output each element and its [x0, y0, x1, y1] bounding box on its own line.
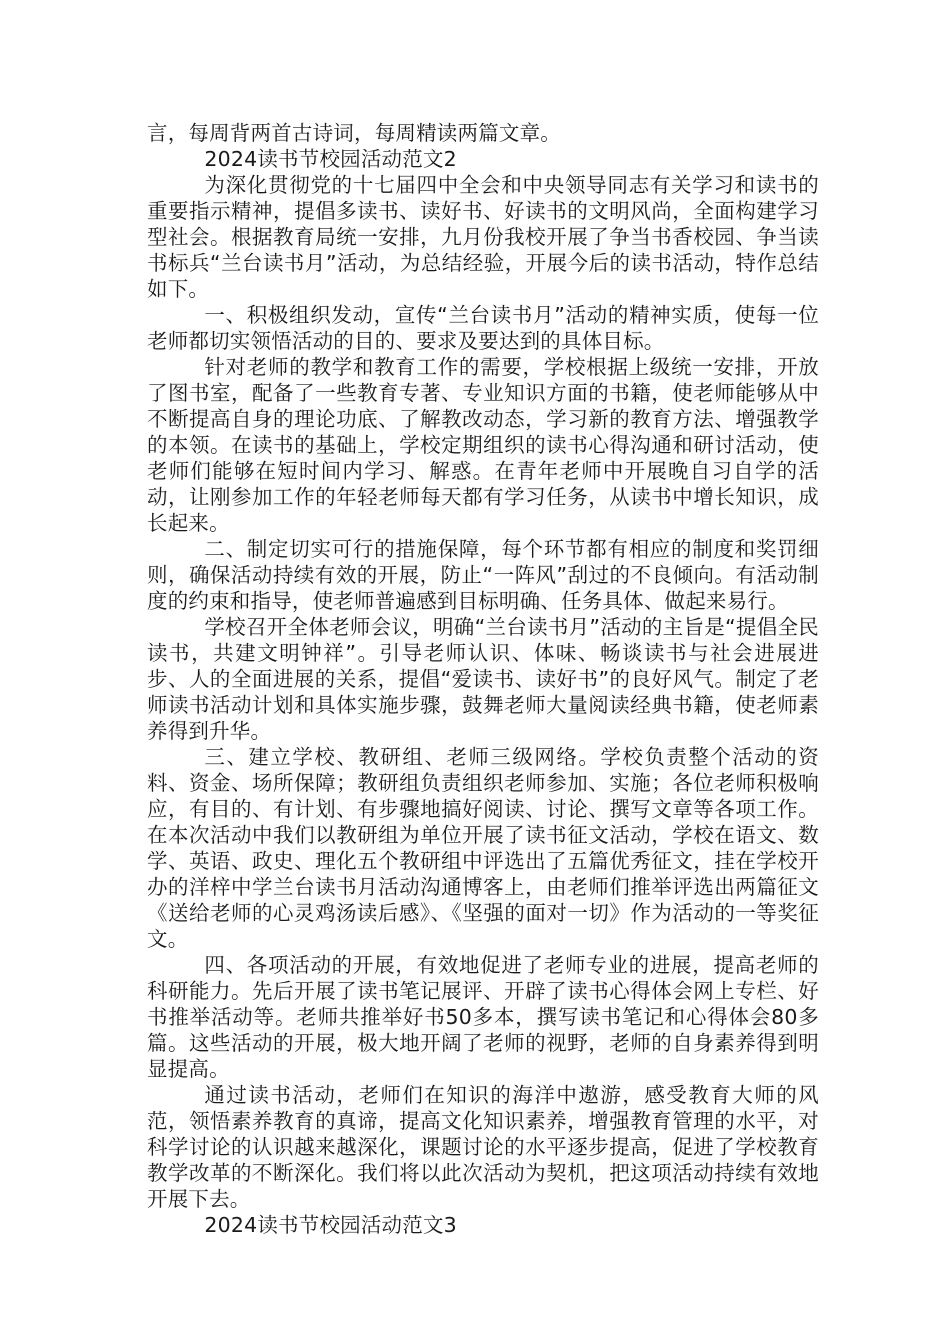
document-body	[147, 120, 819, 1238]
paragraph-conclusion: 通过读书活动，老师们在知识的海洋中遨游，感受教育大师的风范，领悟素养教育的真谛，提高文化知识素养，增强教育管理的水平，对科学讨论的认识越来越深化，课题讨论的水平逐步提高，促进了学校教育教学改革的不断深化。我们将以此次活动为契机，把这项活动持续有效地开展下去。	[147, 1083, 819, 1211]
section-heading-3: 2024读书节校园活动范文3	[204, 1213, 457, 1237]
paragraph-point-3: 三、建立学校、教研组、老师三级网络。学校负责整个活动的资料、资金、场所保障；教研组负责组织老师参加、实施；各位老师积极响应，有目的、有计划、有步骤地搞好阅读、讨论、撰写文章等各项工作。在本次活动中我们以教研组为单位开展了读书征文活动，学校在语文、数学、英语、政史、理化五个教研组中评选出了五篇优秀征文，挂在学校开办的洋梓中学兰台读书月活动沟通博客上，由老师们推举评选出两篇征文《送给老师的心灵鸡汤读后感》、《坚强的面对一切》作为活动的一等奖征文。	[147, 745, 819, 951]
paragraph-point-1: 一、积极组织发动，宣传“兰台读书月”活动的精神实质，使每一位老师都切实领悟活动的目的、要求及要达到的具体目标。	[147, 303, 819, 353]
paragraph-meeting: 学校召开全体老师会议，明确“兰台读书月”活动的主旨是“提倡全民读书，共建文明钟祥”。引导老师认识、体味、畅谈读书与社会进展进步、人的全面进展的关系，提倡“爱读书、读好书”的良好风气。制定了老师读书活动计划和具体实施步骤，鼓舞老师大量阅读经典书籍，使老师素养得到升华。	[147, 615, 819, 743]
paragraph-point-4: 四、各项活动的开展，有效地促进了老师专业的进展，提高老师的科研能力。先后开展了读书笔记展评、开辟了读书心得体会网上专栏、好书推举活动等。老师共推举好书50多本，撰写读书笔记和心得体会80多篇。这些活动的开展，极大地开阔了老师的视野，老师的自身素养得到明显提高。	[147, 953, 819, 1081]
paragraph-point-2: 二、制定切实可行的措施保障，每个环节都有相应的制度和奖罚细则，确保活动持续有效的开展，防止“一阵风”刮过的不良倾向。有活动制度的约束和指导，使老师普遍感到目标明确、任务具体、做起来易行。	[147, 537, 819, 613]
paragraph-library: 针对老师的教学和教育工作的需要，学校根据上级统一安排，开放了图书室，配备了一些教育专著、专业知识方面的书籍，使老师能够从中不断提高自身的理论功底、了解教改动态，学习新的教育方法、增强教学的本领。在读书的基础上，学校定期组织的读书心得沟通和研讨活动，使老师们能够在短时间内学习、解惑。在青年老师中开展晚自习自学的活动，让刚参加工作的年轻老师每天都有学习任务，从读书中增长知识，成长起来。	[147, 355, 819, 535]
section-heading-2: 2024读书节校园活动范文2	[204, 147, 457, 171]
paragraph-continuation: 言，每周背两首古诗词，每周精读两篇文章。	[147, 121, 561, 145]
paragraph-intro: 为深化贯彻党的十七届四中全会和中央领导同志有关学习和读书的重要指示精神，提倡多读书、读好书、好读书的文明风尚，全面构建学习型社会。根据教育局统一安排，九月份我校开展了争当书香校园、争当读书标兵“兰台读书月”活动，为总结经验，开展今后的读书活动，特作总结如下。	[147, 173, 819, 301]
